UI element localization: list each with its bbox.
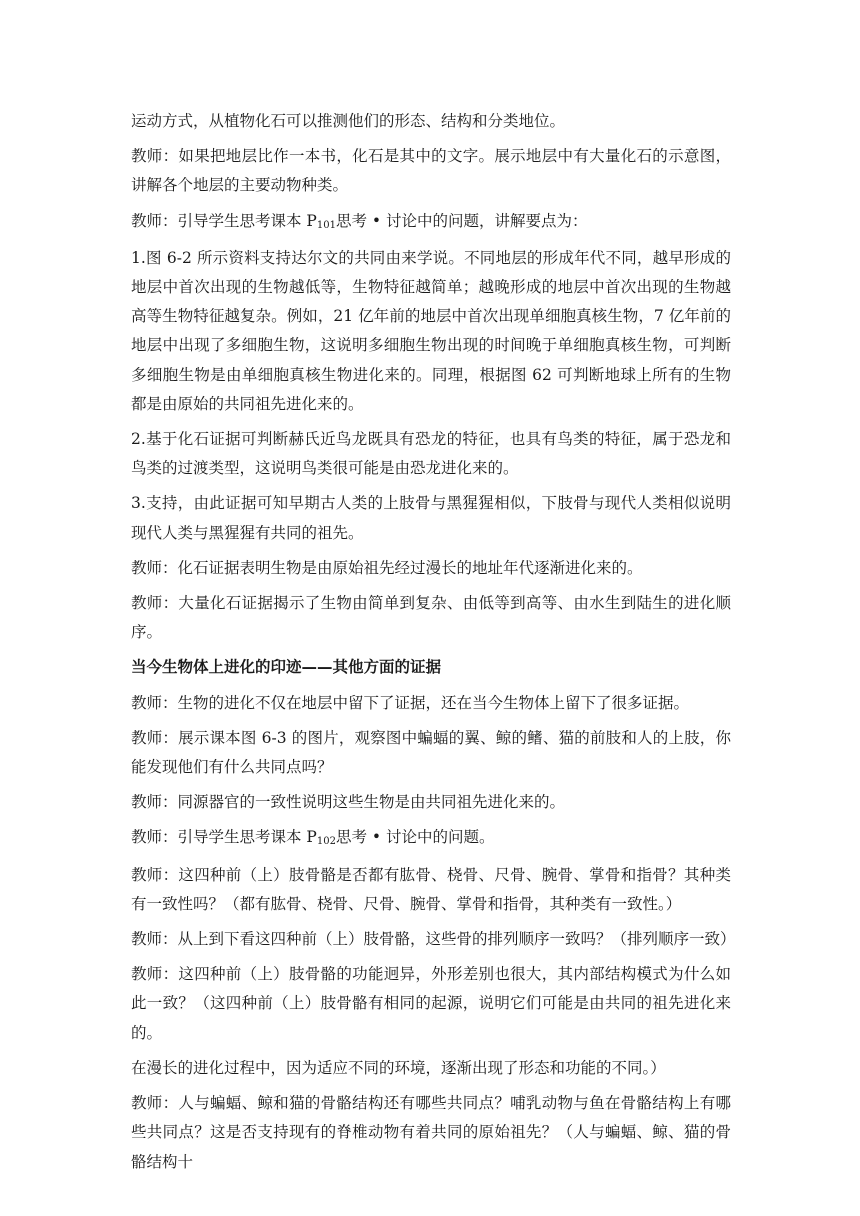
paragraph-9: 教师：生物的进化不仅在地层中留下了证据，还在当今生物体上留下了很多证据。 [131,693,690,712]
paragraph-13: 教师：这四种前（上）肢骨骼是否都有肱骨、桡骨、尺骨、腕骨、掌骨和指骨？其种类有一致性吗？（都有肱骨、桡骨、尺骨、腕骨、掌骨和指骨，其种类有一致性。） [131,865,731,913]
paragraph-2: 教师：如果把地层比作一本书，化石是其中的文字。展示地层中有大量化石的示意图，讲解各个地层的主要动物种类。 [131,147,731,195]
paragraph-12 [131,823,731,854]
paragraph-15: 教师：这四种前（上）肢骨骼的功能迥异，外形差别也很大，其内部结构模式为什么如此一致？（这四种前（上）肢骨骼有相同的起源，说明它们可能是由共同的祖先进化来的。 [131,965,731,1042]
paragraph-10: 教师：展示课本图 6-3 的图片，观察图中蝙蝠的翼、鲸的鳍、猫的前肢和人的上肢，你能发现他们有什么共同点吗？ [131,728,731,777]
paragraph-11: 教师：同源器官的一致性说明这些生物是由共同祖先进化来的。 [131,793,566,812]
paragraph-17: 教师：人与蝙蝠、鲸和猫的骨骼结构还有哪些共同点？哺乳动物与鱼在骨骼结构上有哪些共同点？这是否支持现有的脊椎动物有着共同的原始祖先？（人与蝙蝠、鲸、猫的骨骼结构十 [131,1094,731,1171]
paragraph-7: 教师：化石证据表明生物是由原始祖先经过漫长的地址年代逐渐进化来的。 [131,558,643,577]
paragraph-8: 教师：大量化石证据揭示了生物由简单到复杂、由低等到高等、由水生到陆生的进化顺序。 [131,594,731,642]
paragraph-3 [131,207,731,238]
page-number-subscript: 101 [316,219,336,231]
paragraph-5: 2.基于化石证据可判断赫氏近鸟龙既具有恐龙的特征，也具有鸟类的特征，属于恐龙和鸟类的过渡类型，这说明鸟类很可能是由恐龙进化来的。 [131,430,731,478]
paragraph-12-text-end: 思考 • 讨论中的问题。 [335,828,495,847]
section-heading: 当今生物体上进化的印迹——其他方面的证据 [131,658,442,677]
document-body [131,107,736,1183]
paragraph-3-text-end: 思考 • 讨论中的问题，讲解要点为： [335,211,588,230]
paragraph-16: 在漫长的进化过程中，因为适应不同的环境，逐渐出现了形态和功能的不同。） [131,1058,666,1077]
paragraph-6: 3.支持，由此证据可知早期古人类的上肢骨与黑猩猩相似，下肢骨与现代人类相似说明现代人类与黑猩猩有共同的祖先。 [131,494,731,542]
paragraph-3-text: 教师：引导学生思考课本 P [131,211,317,230]
paragraph-12-text: 教师：引导学生思考课本 P [131,828,317,847]
paragraph-4: 1.图 6-2 所示资料支持达尔文的共同由来学说。不同地层的形成年代不同，越早形成的地层中首次出现的生物越低等，生物特征越简单；越晚形成的地层中首次出现的生物越高等生物特征越复杂。例如，21 亿年前的地层中首次出现单细胞真核生物，7 亿年前的地层中出现了多细胞生物，这说明多细胞生物出现的时间晚于单细胞真核生物，可判断多细胞生物是由单细胞真核生物进化来的。同理，根据图 62 可判断地球上所有的生物都是由原始的共同祖先进化来的。 [131,248,731,413]
page-number-subscript-2: 102 [316,836,336,848]
paragraph-14: 教师：从上到下看这四种前（上）肢骨骼，这些骨的排列顺序一致吗？（排列顺序一致） [131,930,736,949]
paragraph-1: 运动方式，从植物化石可以推测他们的形态、结构和分类地位。 [131,112,566,130]
